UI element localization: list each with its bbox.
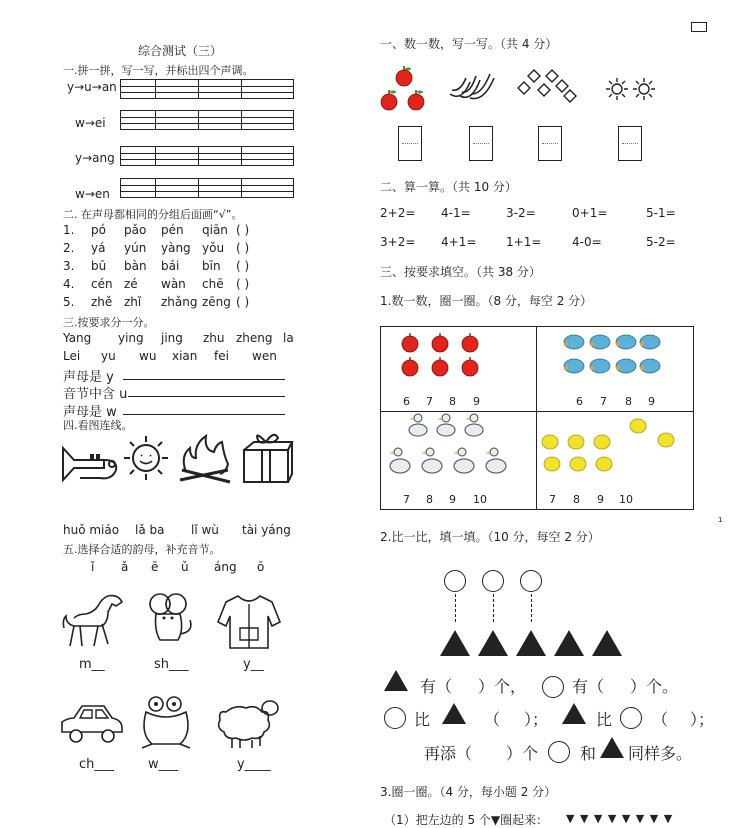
blank-y2[interactable]: y____	[237, 757, 271, 772]
syllable: xian	[172, 349, 198, 363]
check-box[interactable]: ( )	[236, 241, 250, 255]
text-paren1: （	[484, 710, 501, 729]
count-option[interactable]: 7	[600, 395, 607, 408]
section2-heading: 二. 在声母都相同的分组后面画“√”。	[63, 208, 243, 221]
syllable: yu	[101, 349, 116, 363]
answer-box-apples[interactable]	[398, 126, 422, 161]
blank-y1[interactable]: y__	[243, 657, 264, 672]
option: ǔ	[181, 560, 189, 574]
gift-icon	[240, 430, 294, 486]
answer-line-w[interactable]	[123, 414, 285, 415]
syllable: zé	[124, 277, 138, 291]
circle-symbol-b	[384, 707, 406, 729]
r-section1-heading: 一、数一数，写一写。（共 4 分）	[380, 37, 558, 51]
check-box[interactable]: ( )	[236, 277, 250, 291]
syllable: bàn	[124, 259, 147, 273]
circle-2	[482, 570, 504, 592]
text-paren1-end: ）；	[524, 710, 549, 729]
syllable: bīn	[202, 259, 221, 273]
count-option[interactable]: 8	[449, 395, 456, 408]
syllable: la	[283, 331, 294, 345]
syllable: zheng	[236, 331, 273, 345]
corner-box	[691, 22, 707, 32]
triangle-1	[440, 630, 470, 656]
calc-problem[interactable]: 0+1=	[572, 206, 608, 220]
syllable: Lei	[63, 349, 81, 363]
spell-row-1-label: y→u→an	[67, 80, 117, 94]
count-option[interactable]: 6	[576, 395, 583, 408]
triangle-5	[592, 630, 622, 656]
syllable: bái	[161, 259, 180, 273]
syllable: zēng	[202, 295, 231, 309]
syllable: yàng	[161, 241, 191, 255]
campfire-icon	[174, 434, 236, 486]
option: ē	[151, 560, 159, 574]
frog-icon	[136, 694, 196, 750]
row-number: 4.	[63, 277, 75, 291]
pinyin-label: lǎ ba	[135, 523, 165, 537]
triangle-3	[516, 630, 546, 656]
title: 综合测试（三）	[138, 44, 223, 58]
syllable: yún	[124, 241, 147, 255]
text-unit3: ）个	[506, 744, 539, 763]
count-option[interactable]: 10	[619, 493, 633, 506]
option: áng	[214, 560, 237, 574]
answer-line-y[interactable]	[123, 379, 285, 380]
syllable: yá	[91, 241, 106, 255]
text-same: 同样多。	[628, 744, 693, 763]
calc-problem[interactable]: 3+2=	[380, 235, 416, 249]
prompt-initial-y: 声母是 y	[63, 370, 114, 385]
bananas-icon	[448, 72, 498, 102]
syllable: ying	[118, 331, 144, 345]
tri-symbol-c	[600, 737, 624, 758]
birds-grid-icon	[560, 330, 664, 378]
count-option[interactable]: 8	[625, 395, 632, 408]
tri-symbol-b2	[562, 703, 586, 724]
ducks-grid-icon	[388, 412, 518, 480]
small-suns-icon	[604, 76, 658, 102]
syllable: Yang	[63, 331, 92, 345]
syllable: jing	[161, 331, 183, 345]
count-option[interactable]: 8	[426, 493, 433, 506]
apples-grid-icon	[396, 330, 486, 380]
syllable: qiān	[202, 223, 228, 237]
dash-3	[531, 594, 532, 622]
text-paren2-end: ）；	[690, 710, 715, 729]
calc-problem[interactable]: 5-2=	[646, 235, 676, 249]
triangle-4	[554, 630, 584, 656]
text-unit1: ）个，	[478, 677, 527, 696]
dash-1	[455, 594, 456, 622]
syllable: zhu	[203, 331, 225, 345]
syllable: chē	[202, 277, 224, 291]
pinyin-label: tài yáng	[242, 523, 291, 537]
spell-row-3-label: y→ang	[75, 151, 115, 165]
calc-problem[interactable]: 4-0=	[572, 235, 602, 249]
syllable: wu	[139, 349, 157, 363]
count-option[interactable]: 9	[648, 395, 655, 408]
horse-icon	[58, 590, 128, 650]
spell-row-4-box[interactable]	[120, 178, 294, 198]
count-option[interactable]: 7	[403, 493, 410, 506]
row-number: 5.	[63, 295, 75, 309]
count-option[interactable]: 7	[426, 395, 433, 408]
section3-heading: 三.按要求分一分。	[63, 316, 155, 329]
apples-icon	[380, 66, 428, 116]
option: ǎ	[121, 560, 129, 574]
spell-row-2-box[interactable]	[120, 110, 294, 130]
q2-heading: 2.比一比，填一填。（10 分，每空 2 分）	[380, 530, 600, 544]
option: ǐ	[91, 560, 95, 574]
triangle-2	[478, 630, 508, 656]
car-icon	[58, 698, 126, 748]
answer-box-bananas[interactable]	[469, 126, 493, 161]
syllable: zhě	[91, 295, 113, 309]
blank-sh[interactable]: sh___	[154, 657, 189, 672]
circle-3	[520, 570, 542, 592]
syllable: bū	[91, 259, 107, 273]
blank-ch[interactable]: ch___	[79, 757, 114, 772]
syllable: cén	[91, 277, 113, 291]
calc-problem[interactable]: 1+1=	[506, 235, 542, 249]
text-than1: 比	[414, 710, 431, 729]
count-option[interactable]: 7	[549, 493, 556, 506]
circle-symbol-c	[548, 741, 570, 763]
section1-heading: 一.拼一拼，写一写，并标出四个声调。	[63, 64, 254, 77]
tri-symbol-b1	[442, 703, 466, 724]
text-paren2: （	[652, 710, 669, 729]
calc-problem[interactable]: 2+2=	[380, 206, 416, 220]
syllable: zhǐ	[124, 295, 142, 309]
syllable: pó	[91, 223, 106, 237]
pinyin-label: lǐ wù	[191, 523, 219, 537]
syllable: pǎo	[124, 223, 147, 237]
count-option[interactable]: 9	[597, 493, 604, 506]
calc-problem[interactable]: 4+1=	[441, 235, 477, 249]
mouse-icon	[140, 590, 196, 650]
sun-icon	[120, 432, 172, 484]
side-mark: 1	[718, 516, 723, 524]
section4-heading: 四.看图连线。	[63, 419, 133, 432]
pinyin-label: huǒ miáo	[63, 523, 120, 537]
r-section2-heading: 二、算一算。（共 10 分）	[380, 180, 517, 194]
answer-line-u[interactable]	[128, 396, 285, 397]
count-option[interactable]: 10	[473, 493, 487, 506]
circle-symbol-b2	[620, 707, 642, 729]
text-unit2: ）个。	[630, 677, 679, 696]
sweater-icon	[216, 592, 282, 652]
answer-box-diamonds[interactable]	[538, 126, 562, 161]
syllable: pén	[161, 223, 184, 237]
q3a-marks[interactable]: ▼ ▼ ▼ ▼ ▼ ▼ ▼ ▼	[566, 812, 674, 825]
section5-heading: 五.选择合适的韵母，补充音节。	[63, 543, 221, 556]
spell-row-1-box[interactable]	[120, 79, 294, 99]
spell-row-4-label: w→en	[75, 187, 110, 201]
syllable: yǒu	[202, 241, 225, 255]
text-than2: 比	[596, 710, 613, 729]
text-have1: 有（	[420, 677, 453, 696]
circle-1	[444, 570, 466, 592]
q1-heading: 1.数一数，圈一圈。（8 分，每空 2 分）	[380, 294, 593, 308]
calc-problem[interactable]: 4-1=	[441, 206, 471, 220]
spell-row-2-label: w→ei	[75, 116, 106, 130]
diamonds-icon	[516, 68, 578, 104]
text-add: 再添（	[424, 744, 473, 763]
spell-row-3-box[interactable]	[120, 146, 294, 166]
q3-heading: 3.圈一圈。（4 分，每小题 2 分）	[380, 785, 557, 799]
option: ō	[257, 560, 265, 574]
chicks-grid-icon	[538, 412, 688, 478]
prompt-contains-u: 音节中含 u	[63, 387, 128, 402]
q3a-prompt: （1）把左边的 5 个▼圈起来：	[384, 813, 549, 827]
text-have2: 有（	[572, 677, 605, 696]
dash-2	[493, 594, 494, 622]
check-box[interactable]: ( )	[236, 223, 250, 237]
syllable: zhǎng	[161, 295, 198, 309]
blank-m[interactable]: m__	[79, 657, 105, 672]
row-number: 3.	[63, 259, 75, 273]
syllable: wàn	[161, 277, 186, 291]
sheep-icon	[212, 694, 282, 750]
text-and: 和	[580, 744, 597, 763]
row-number: 1.	[63, 223, 75, 237]
count-option[interactable]: 6	[403, 395, 410, 408]
count-option[interactable]: 9	[473, 395, 480, 408]
count-option[interactable]: 9	[449, 493, 456, 506]
answer-box-suns[interactable]	[618, 126, 642, 161]
calc-problem[interactable]: 3-2=	[506, 206, 536, 220]
syllable: wen	[252, 349, 277, 363]
tri-symbol-a	[384, 670, 408, 691]
blank-w[interactable]: w___	[148, 757, 179, 772]
syllable: fei	[214, 349, 229, 363]
trumpet-icon	[60, 440, 120, 486]
r-section3-heading: 三、按要求填空。（共 38 分）	[380, 265, 541, 279]
count-option[interactable]: 8	[573, 493, 580, 506]
check-box[interactable]: ( )	[236, 259, 250, 273]
row-number: 2.	[63, 241, 75, 255]
check-box[interactable]: ( )	[236, 295, 250, 309]
prompt-initial-w: 声母是 w	[63, 405, 117, 420]
calc-problem[interactable]: 5-1=	[646, 206, 676, 220]
circle-symbol-a	[542, 676, 564, 698]
